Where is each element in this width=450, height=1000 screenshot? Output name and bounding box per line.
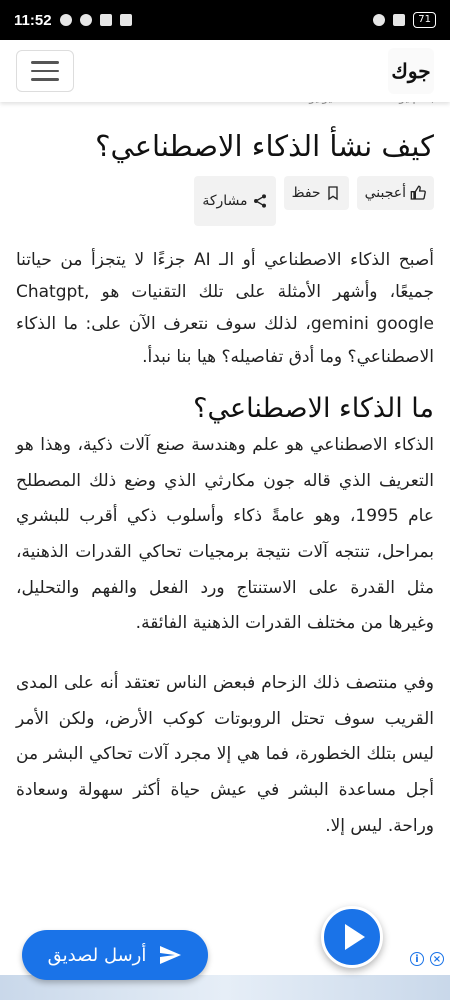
signal-icon [393, 14, 405, 26]
close-icon[interactable]: × [430, 952, 444, 966]
info-icon[interactable]: i [410, 952, 424, 966]
like-label: أعجبني [364, 184, 406, 201]
save-button[interactable] [284, 176, 349, 210]
share-button[interactable] [194, 176, 275, 226]
ad-choices[interactable] [410, 952, 444, 966]
play-icon [345, 924, 365, 950]
section-paragraph-1: الذكاء الاصطناعي هو علم وهندسة صنع آلات ذكية، وهذا هو التعريف الذي قاله جون مكارثي الذي وضع ذلك المصطلح عام 1995، وهو عامةً ذكاء وأسلوب ذكي أقرب للبشري بمراحل، تنتجه آلات نتيجة برمجيات تحاكي القدرات الذهنية، مثل القدرة على الاستنتاج ورد الفعل والفهم والتحليل، وغيرها من مختلف القدرات الذهنية الفائقة. [16, 434, 434, 634]
bookmark-icon [325, 185, 341, 201]
status-time: 11:52 [14, 11, 52, 29]
thumbs-up-icon [410, 185, 426, 201]
section-heading: ما الذكاء الاصطناعي؟ [193, 392, 434, 424]
share-icon [252, 193, 268, 209]
like-button[interactable] [357, 176, 434, 210]
article-title: كيف نشأ الذكاء الاصطناعي؟ [95, 129, 434, 163]
youtube-icon [120, 14, 132, 26]
menu-line-icon [31, 70, 59, 73]
menu-button[interactable] [16, 50, 74, 92]
status-bar [0, 0, 450, 40]
send-to-friend-button[interactable] [22, 930, 208, 980]
article-content [0, 90, 450, 844]
send-to-friend-label: أرسل لصديق [47, 944, 147, 966]
menu-line-icon [31, 61, 59, 64]
status-left [14, 12, 132, 29]
share-label: مشاركة [202, 192, 248, 209]
status-right [373, 12, 436, 28]
app-icon [100, 14, 112, 26]
save-label: حفظ [291, 184, 321, 201]
intro-paragraph: أصبح الذكاء الاصطناعي أو الـ AI جزءًا لا يتجزأ من حياتنا جميعًا، وأشهر الأمثلة على تلك التقنيات هو Chatgpt, gemini google، لذلك سوف نتعرف الآن على: ما الذكاء الاصطناعي؟ وما أدق تفاصيله؟ هيا بنا نبدأ. [16, 249, 434, 367]
notification-icon [80, 14, 92, 26]
site-logo[interactable]: جوك [388, 48, 434, 94]
article-actions [16, 176, 434, 226]
menu-line-icon [31, 78, 59, 81]
battery-icon: 71 [413, 12, 436, 28]
whatsapp-icon [60, 14, 72, 26]
site-header [0, 40, 450, 102]
send-icon [158, 943, 182, 967]
wifi-icon [373, 14, 385, 26]
audio-play-button[interactable] [321, 906, 383, 968]
section-paragraph-2: وفي منتصف ذلك الزحام فبعض الناس تعتقد أنه على المدى القريب سوف تحتل الروبوتات كوكب الأرض، ولكن الأمر ليس بتلك الخطورة، فما هي إلا مجرد آلات تحاكي البشر من أجل مساعدة البشر في عيش حياة أكثر سهولة وسعادة وراحة. ليس إلا. [16, 673, 434, 836]
